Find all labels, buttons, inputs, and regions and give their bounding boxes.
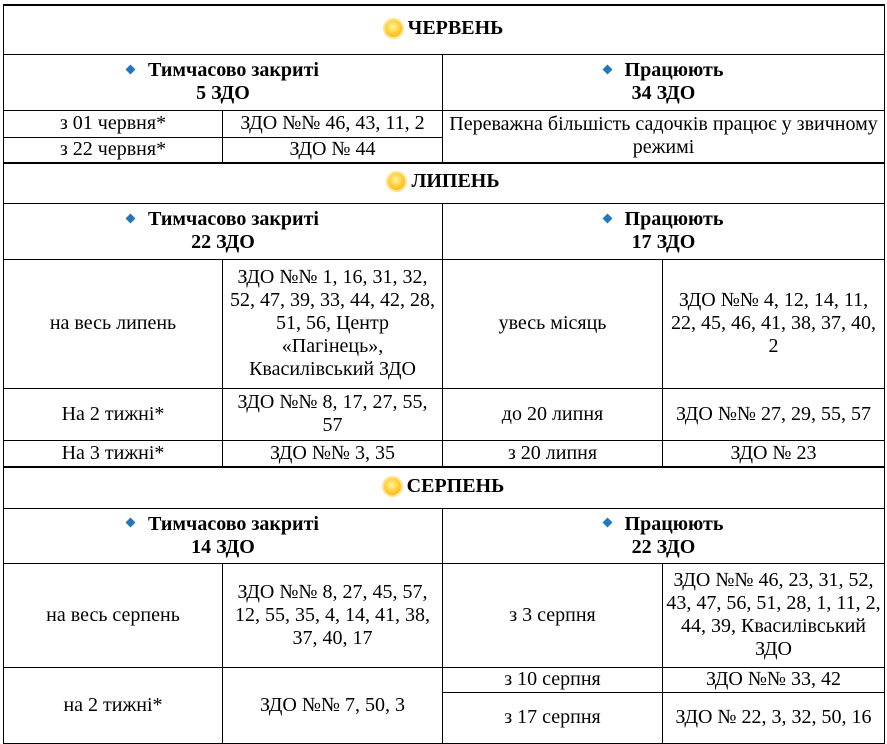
closed-period: На 3 тижні* [4, 440, 223, 467]
open-period: з 20 липня [443, 440, 663, 467]
june-open-header: Працюють 34 ЗДО [443, 54, 885, 110]
july-open-header: Працюють 17 ЗДО [443, 203, 885, 259]
closed-period: На 2 тижні* [4, 388, 223, 440]
closed-list: ЗДО №№ 46, 43, 11, 2 [223, 110, 443, 137]
july-closed-header: Тимчасово закриті 22 ЗДО [4, 203, 443, 259]
month-title: СЕРПЕНЬ [406, 474, 505, 497]
table-row [4, 110, 885, 137]
open-period: з 10 серпня [443, 667, 663, 692]
month-title: ЛИПЕНЬ [411, 170, 500, 193]
closed-list: ЗДО №№ 8, 27, 45, 57, 12, 55, 35, 4, 14, 41, 38, 37, 40, 17 [223, 563, 443, 667]
table-row [4, 388, 885, 440]
closed-period: на 2 тижні* [4, 667, 223, 743]
month-title: ЧЕРВЕНЬ [407, 16, 504, 39]
month-header-august [4, 467, 885, 508]
table-row [4, 440, 885, 467]
month-header-july [4, 163, 885, 203]
open-list: ЗДО №№ 4, 12, 14, 11, 22, 45, 46, 41, 38, 37, 40, 2 [663, 259, 885, 388]
closed-list: ЗДО № 44 [223, 137, 443, 163]
closed-period: на весь серпень [4, 563, 223, 667]
table-row [4, 563, 885, 667]
open-list: ЗДО №№ 27, 29, 55, 57 [663, 388, 885, 440]
diamond-bullet-icon [126, 518, 136, 528]
table-row [4, 259, 885, 388]
june-category-row [4, 54, 885, 110]
diamond-bullet-icon [126, 213, 136, 223]
closed-period: на весь липень [4, 259, 223, 388]
table-row [4, 667, 885, 692]
sun-icon [384, 478, 401, 495]
kindergarten-schedule-table [3, 4, 885, 744]
open-list: ЗДО № 23 [663, 440, 885, 467]
august-open-header: Працюють 22 ЗДО [443, 508, 885, 563]
month-header-june [4, 5, 885, 54]
july-category-row [4, 203, 885, 259]
closed-list: ЗДО №№ 7, 50, 3 [223, 667, 443, 743]
august-closed-header: Тимчасово закриті 14 ЗДО [4, 508, 443, 563]
august-category-row [4, 508, 885, 563]
open-period: з 17 серпня [443, 692, 663, 743]
diamond-bullet-icon [602, 64, 612, 74]
june-open-note: Переважна більшість садочків працює у звичному режимі [443, 110, 885, 163]
open-list: ЗДО №№ 46, 23, 31, 52, 43, 47, 56, 51, 28, 1, 11, 2, 44, 39, Квасилівський ЗДО [663, 563, 885, 667]
sun-icon [388, 173, 405, 190]
diamond-bullet-icon [602, 518, 612, 528]
open-list: ЗДО № 22, 3, 32, 50, 16 [663, 692, 885, 743]
open-list: ЗДО №№ 33, 42 [663, 667, 885, 692]
open-period: з 3 серпня [443, 563, 663, 667]
open-period: увесь місяць [443, 259, 663, 388]
open-period: до 20 липня [443, 388, 663, 440]
closed-list: ЗДО №№ 3, 35 [223, 440, 443, 467]
diamond-bullet-icon [602, 213, 612, 223]
closed-list: ЗДО №№ 8, 17, 27, 55, 57 [223, 388, 443, 440]
june-closed-header: Тимчасово закриті 5 ЗДО [4, 54, 443, 110]
sun-icon [385, 20, 402, 37]
closed-period: з 22 червня* [4, 137, 223, 163]
closed-list: ЗДО №№ 1, 16, 31, 32, 52, 47, 39, 33, 44, 42, 28, 51, 56, Центр «Пагінець», Квасилівський ЗДО [223, 259, 443, 388]
diamond-bullet-icon [126, 64, 136, 74]
closed-period: з 01 червня* [4, 110, 223, 137]
